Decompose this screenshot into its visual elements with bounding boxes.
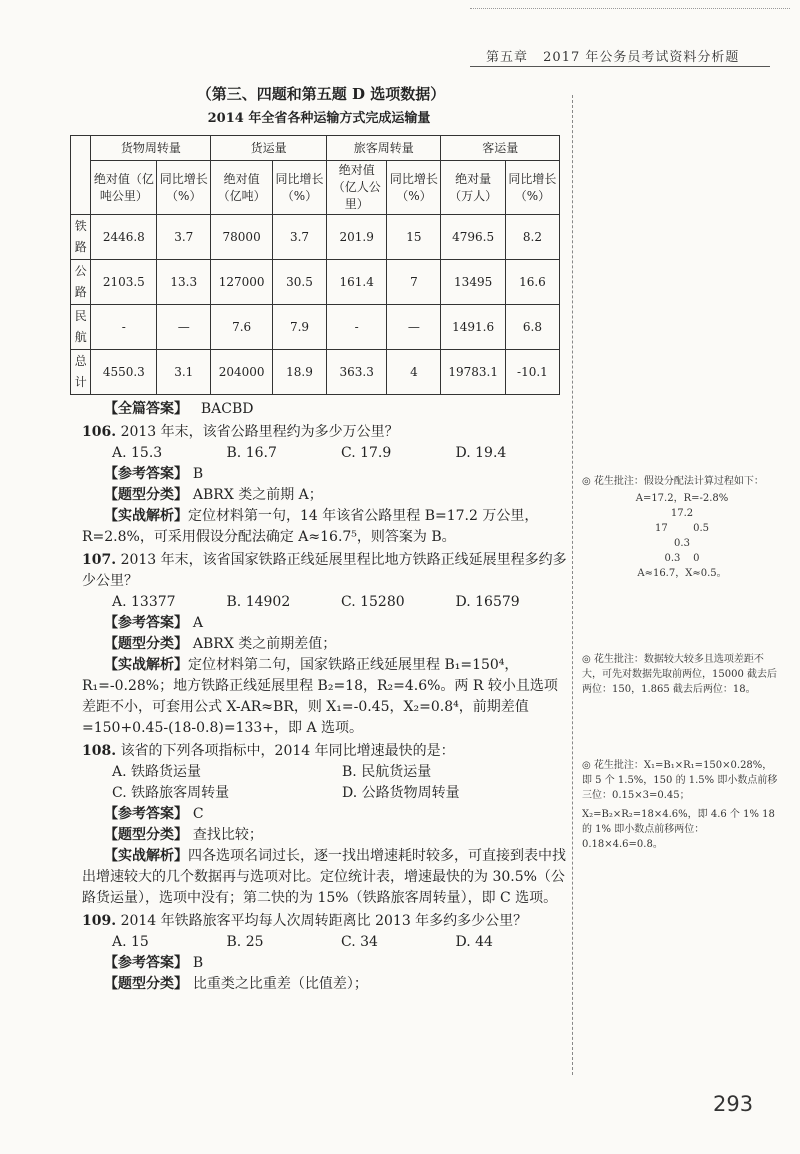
cell: 78000 — [211, 215, 273, 260]
option-b: B. 民航货运量 — [342, 764, 432, 780]
analysis-text: 四各选项名词过长，逐一找出增速耗时较多，可直接到表中找出增速较大的几个数据再与选项对比。定位统计表，增速最快的为 30.5%（公路货运量），选项中没有；第二快的为 15%（铁路旅客周转量），即 C 选项。 — [82, 848, 566, 906]
cell: 6.8 — [505, 305, 559, 350]
cell: 18.9 — [272, 350, 326, 395]
side-note-3 — [582, 758, 782, 852]
options — [112, 443, 570, 464]
sub-header: 同比增长（%） — [505, 161, 559, 215]
group-header: 货物周转量 — [91, 136, 211, 161]
cell: 13.3 — [157, 260, 211, 305]
cell: 13495 — [441, 260, 505, 305]
group-header: 客运量 — [441, 136, 560, 161]
cell: 363.3 — [327, 350, 387, 395]
margin-divider — [572, 95, 573, 1075]
table-row — [71, 260, 560, 305]
row-label: 民航 — [71, 305, 91, 350]
type-label: 【题型分类】 — [104, 976, 188, 992]
side-note-line: 0.3 0 — [664, 553, 700, 564]
table-title: 2014 年全省各种运输方式完成运输量 — [207, 111, 431, 126]
option-a: A. 15 — [112, 934, 149, 950]
type-value: ABRX 类之前期差值； — [192, 636, 337, 652]
option-d: D. 19.4 — [455, 445, 507, 461]
side-note-title: ◎ 花生批注：数据较大较多且选项差距不大，可先对数据先取前两位，15000 截去后两位：150，1.865 截去后两位：18。 — [582, 654, 777, 695]
cell: 19783.1 — [441, 350, 505, 395]
cell: 15 — [387, 215, 441, 260]
cell: 7 — [387, 260, 441, 305]
question-stem: 该省的下列各项指标中，2014 年同比增速最快的是： — [120, 743, 455, 759]
side-note-line: X₂=B₂×R₂=18×4.6%，即 4.6 个 1% 18 的 1% 即小数点前移两位：0.18×4.6=0.8。 — [582, 809, 775, 850]
type-label: 【题型分类】 — [104, 827, 188, 843]
sub-header: 同比增长（%） — [157, 161, 211, 215]
option-d: D. 公路货物周转量 — [342, 785, 460, 801]
side-note-1 — [582, 474, 782, 581]
answer-label: 【参考答案】 — [104, 955, 188, 971]
row-label: 铁路 — [71, 215, 91, 260]
sub-header: 同比增长（%） — [387, 161, 441, 215]
type-label: 【题型分类】 — [104, 636, 188, 652]
cell: 4550.3 — [91, 350, 157, 395]
sub-header: 绝对值（亿吨公里） — [91, 161, 157, 215]
cell: 4796.5 — [441, 215, 505, 260]
cell: - — [91, 305, 157, 350]
cell: -10.1 — [505, 350, 559, 395]
question-stem: 2013 年末，该省公路里程约为多少万公里？ — [120, 424, 399, 440]
row-label: 总计 — [71, 350, 91, 395]
cell: 30.5 — [272, 260, 326, 305]
option-d: D. 44 — [455, 934, 493, 950]
answer-value: B — [192, 955, 204, 971]
question-number: 109. — [82, 913, 117, 929]
question-stem: 2013 年末，该省国家铁路正线延展里程比地方铁路正线延展里程多约多少公里？ — [82, 552, 567, 589]
type-value: 比重类之比重差（比值差）； — [192, 976, 368, 992]
cell: 1491.6 — [441, 305, 505, 350]
cell: 7.9 — [272, 305, 326, 350]
header-rule — [470, 66, 770, 67]
option-a: A. 13377 — [112, 594, 176, 610]
options — [112, 932, 570, 953]
sub-header: 绝对量（万人） — [441, 161, 505, 215]
answer-label: 【参考答案】 — [104, 466, 188, 482]
table-row — [71, 215, 560, 260]
question-107 — [82, 550, 570, 739]
cell: 3.7 — [157, 215, 211, 260]
option-a: A. 铁路货运量 — [112, 764, 202, 780]
option-d: D. 16579 — [455, 594, 520, 610]
cell: 204000 — [211, 350, 273, 395]
table-row — [71, 350, 560, 395]
main-column — [74, 84, 570, 995]
overall-answer-label: 【全篇答案】 — [104, 401, 188, 417]
group-header: 货运量 — [211, 136, 327, 161]
side-note-title: ◎ 花生批注：X₁=B₁×R₁=150×0.28%，即 5 个 1.5%，150 的 1.5% 即小数点前移三位：0.15×3=0.45； — [582, 760, 778, 801]
table-caption: （第三、四题和第五题 D 选项数据） — [196, 85, 446, 103]
analysis-label: 【实战解析】 — [104, 657, 188, 673]
type-value: 查找比较； — [192, 827, 263, 843]
question-106 — [82, 422, 570, 548]
cell: 4 — [387, 350, 441, 395]
option-b: B. 25 — [226, 934, 264, 950]
option-c: C. 铁路旅客周转量 — [112, 785, 230, 801]
side-note-2 — [582, 652, 782, 697]
overall-answer-value: BACBD — [200, 401, 254, 417]
side-note-line: 17.2 — [670, 508, 694, 519]
analysis-text: 定位材料第一句，14 年该省公路里程 B=17.2 万公里，R=2.8%，可采用假设分配法确定 A≈16.7⁵，则答案为 B。 — [82, 508, 539, 545]
table-row — [71, 305, 560, 350]
option-b: B. 16.7 — [226, 445, 277, 461]
question-stem: 2014 年铁路旅客平均每人次周转距离比 2013 年多约多少公里？ — [120, 913, 528, 929]
side-note-line: 0.3 — [674, 538, 690, 549]
cell: 2446.8 — [91, 215, 157, 260]
page-number: 293 — [713, 1092, 754, 1116]
sub-header: 绝对值（亿吨） — [211, 161, 273, 215]
cell: 16.6 — [505, 260, 559, 305]
question-number: 108. — [82, 743, 117, 759]
transport-table — [70, 135, 560, 395]
question-number: 106. — [82, 424, 117, 440]
option-b: B. 14902 — [226, 594, 291, 610]
cell: 7.6 — [211, 305, 273, 350]
answer-label: 【参考答案】 — [104, 615, 188, 631]
type-label: 【题型分类】 — [104, 487, 188, 503]
side-note-line: A=17.2，R=-2.8% — [635, 493, 729, 504]
chapter-label: 第五章 — [486, 50, 529, 65]
cell: 3.1 — [157, 350, 211, 395]
answer-value: A — [192, 615, 203, 631]
answer-value: C — [192, 806, 204, 822]
top-dotted-rule — [470, 8, 790, 9]
answer-value: B — [192, 466, 204, 482]
cell: 127000 — [211, 260, 273, 305]
corner-cell — [71, 136, 91, 215]
option-c: C. 15280 — [341, 594, 405, 610]
question-109 — [82, 911, 570, 995]
question-number: 107. — [82, 552, 117, 568]
side-note-line: A≈16.7，X≈0.5。 — [637, 568, 727, 579]
answer-label: 【参考答案】 — [104, 806, 188, 822]
analysis-text: 定位材料第二句，国家铁路正线延展里程 B₁=150⁴，R₁=-0.28%；地方铁路正线延展里程 B₂=18，R₂=4.6%。两 R 较小且选项差距不小，可套用公式 X-AR≈BR，则 X₁=-0.45，X₂=0.8⁴，前期差值=150+0.45-(18-0.8)=133+，即 A 选项。 — [82, 657, 558, 736]
option-c: C. 34 — [341, 934, 378, 950]
option-a: A. 15.3 — [112, 445, 163, 461]
cell: 161.4 — [327, 260, 387, 305]
cell: 201.9 — [327, 215, 387, 260]
options — [112, 762, 570, 804]
cell: — — [157, 305, 211, 350]
analysis-label: 【实战解析】 — [104, 848, 188, 864]
sub-header: 同比增长（%） — [272, 161, 326, 215]
analysis-label: 【实战解析】 — [104, 508, 188, 524]
cell: — — [387, 305, 441, 350]
side-note-title: ◎ 花生批注：假设分配法计算过程如下： — [582, 476, 764, 487]
cell: 8.2 — [505, 215, 559, 260]
cell: 3.7 — [272, 215, 326, 260]
sub-header: 绝对值（亿人公里） — [327, 161, 387, 215]
book-title: 2017 年公务员考试资料分析题 — [543, 50, 740, 65]
cell: 2103.5 — [91, 260, 157, 305]
cell: - — [327, 305, 387, 350]
options — [112, 592, 570, 613]
side-note-line: 17 0.5 — [654, 523, 710, 534]
row-label: 公路 — [71, 260, 91, 305]
option-c: C. 17.9 — [341, 445, 392, 461]
group-header: 旅客周转量 — [327, 136, 441, 161]
type-value: ABRX 类之前期 A； — [192, 487, 323, 503]
running-header — [486, 46, 739, 65]
question-108 — [82, 741, 570, 909]
overall-answer — [104, 399, 570, 420]
